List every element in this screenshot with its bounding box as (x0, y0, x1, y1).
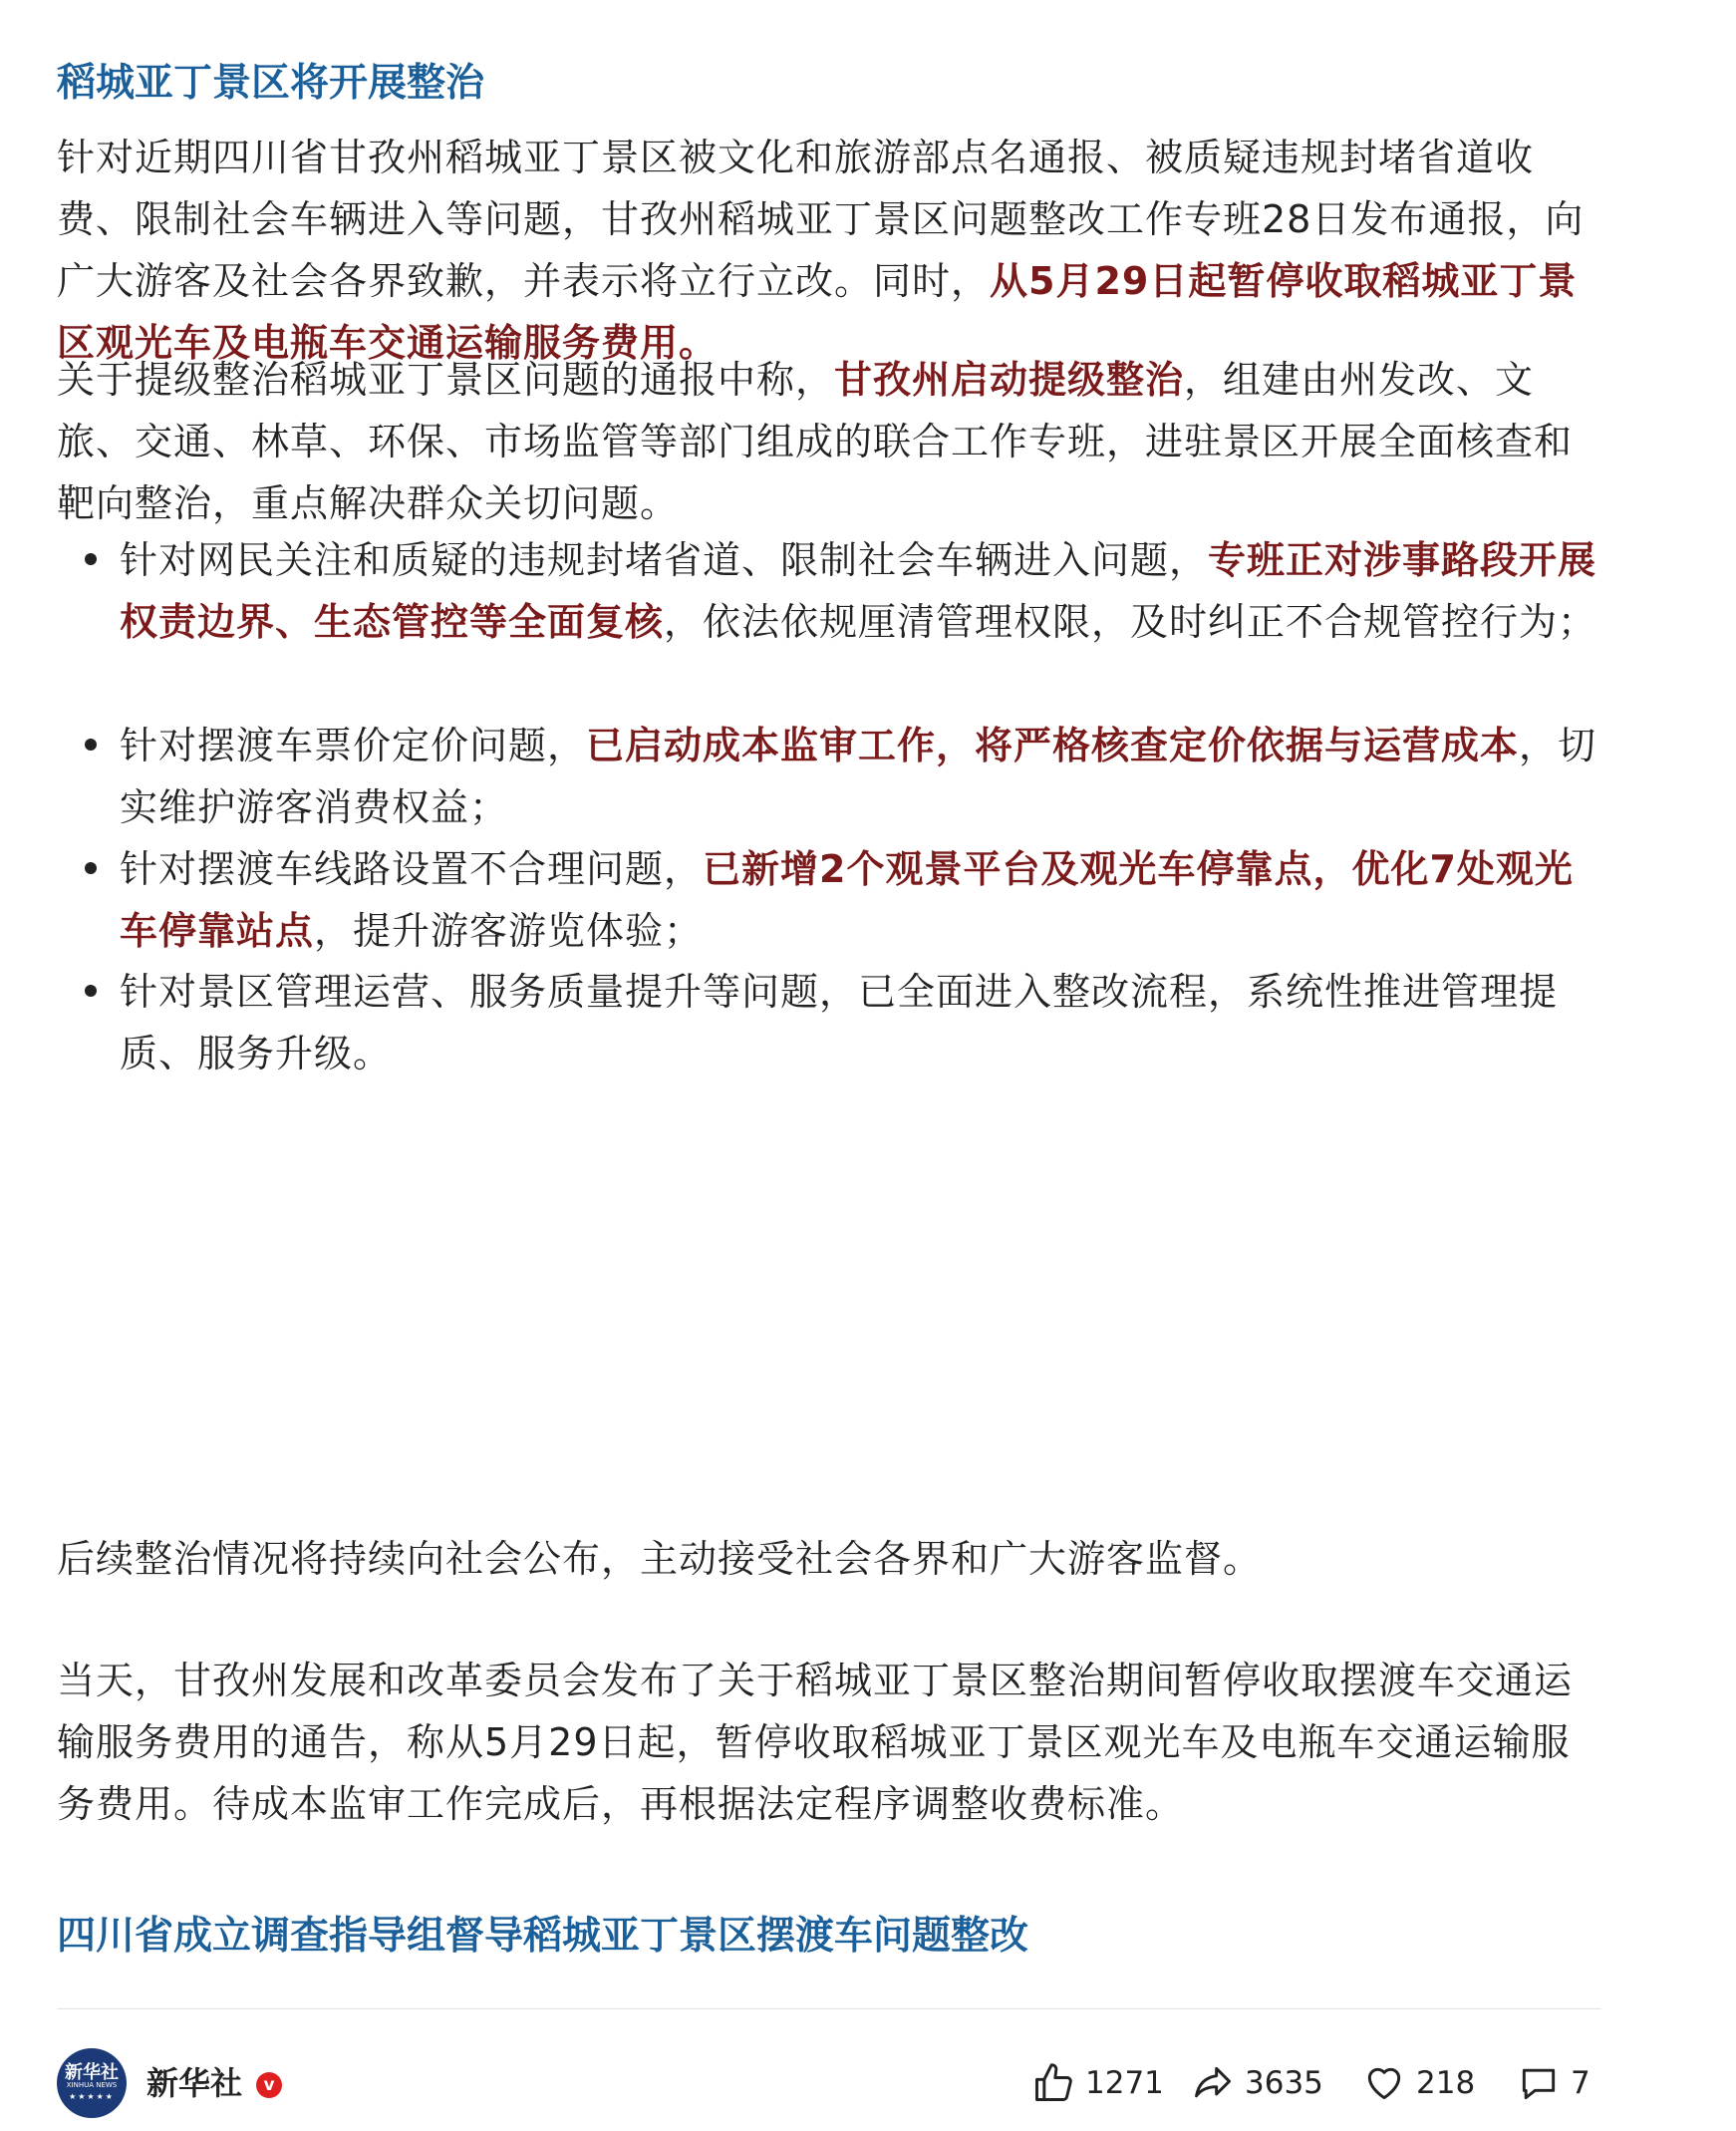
bullet-dot (85, 985, 97, 997)
paragraph-upgrade-post: ，组建由州发改、文旅、交通、林草、环保、市场监管等部门组成的联合工作专班，进驻景区开展全面核查和靶向整治，重点解决群众关切问题。 (57, 358, 1574, 525)
list-item-text (120, 715, 1601, 838)
section-heading-2: 四川省成立调查指导组督导稻城亚丁景区摆渡车问题整改 (57, 1914, 1029, 1959)
avatar[interactable] (57, 2048, 127, 2118)
list-item-highlight: 已启动成本监审工作，将严格核查定价依据与运营成本 (586, 724, 1520, 767)
share-icon (1191, 2061, 1235, 2105)
list-item-post: ，依法依规厘清管理权限，及时纠正不合规管控行为； (664, 600, 1597, 644)
article-footer (57, 2048, 1601, 2118)
paragraph-upgrade-pre: 关于提级整治稻城亚丁景区问题的通报中称， (57, 358, 835, 402)
list-item-post: ，切实维护游客消费权益； (120, 724, 1597, 829)
like-count: 1271 (1085, 2065, 1164, 2101)
avatar-logo-text: 新华社 (65, 2062, 119, 2083)
author-name[interactable]: 新华社 (146, 2064, 243, 2102)
highlight-fee-suspension: 从5月29日起暂停收取稻城亚丁景区观光车及电瓶车交通运输服务费用。 (57, 259, 1578, 365)
paragraph-upgrade (57, 349, 1601, 534)
share-count: 3635 (1245, 2065, 1323, 2101)
like-button[interactable] (1031, 2058, 1164, 2108)
list-item-pre: 针对摆渡车线路设置不合理问题， (120, 847, 704, 891)
highlight-upgrade: 甘孜州启动提级整治 (834, 358, 1185, 402)
thumbs-up-icon (1031, 2061, 1075, 2105)
footer-divider (57, 2008, 1601, 2009)
paragraph-followup: 后续整治情况将持续向社会公布，主动接受社会各界和广大游客监督。 (57, 1537, 1263, 1581)
share-button[interactable] (1191, 2058, 1323, 2108)
avatar-logo-sub: XINHUA NEWS (66, 2081, 118, 2089)
heart-icon (1362, 2061, 1406, 2105)
comment-icon (1517, 2061, 1561, 2105)
bullet-dot (85, 862, 97, 874)
list-item-text: 针对景区管理运营、服务质量提升等问题，已全面进入整改流程，系统性推进管理提质、服务升级。 (120, 970, 1559, 1075)
bullet-dot (85, 553, 97, 565)
list-item-highlight: 专班正对涉事路段开展权责边界、生态管控等全面复核 (120, 538, 1597, 644)
comment-button[interactable] (1517, 2058, 1591, 2108)
list-item-pre: 针对摆渡车票价定价问题， (120, 724, 587, 767)
paragraph-notice: 当天，甘孜州发展和改革委员会发布了关于稻城亚丁景区整治期间暂停收取摆渡车交通运输服务费用的通告，称从5月29日起，暂停收取稻城亚丁景区观光车及电瓶车交通运输服务费用。待成本监审工作完成后，再根据法定程序调整收费标准。 (57, 1659, 1574, 1826)
stars-icon: ★★★★★ (69, 2092, 115, 2101)
list-item-text (120, 529, 1601, 653)
paragraph-intro-text: 针对近期四川省甘孜州稻城亚丁景区被文化和旅游部点名通报、被质疑违规封堵省道收费、限制社会车辆进入等问题，甘孜州稻城亚丁景区问题整改工作专班28日发布通报，向广大游客及社会各界致歉，并表示将立行立改。同时， (57, 136, 1585, 303)
list-item-post: ，提升游客游览体验； (314, 909, 704, 953)
list-item-pre: 针对网民关注和质疑的违规封堵省道、限制社会车辆进入问题， (120, 538, 1209, 582)
verified-badge: v (256, 2072, 282, 2098)
paragraph-intro (57, 127, 1601, 374)
comment-count: 7 (1571, 2065, 1591, 2101)
section-heading-1: 稻城亚丁景区将开展整治 (57, 61, 485, 106)
list-item-highlight: 已新增2个观景平台及观光车停靠点，优化7处观光车停靠站点 (120, 847, 1574, 953)
favorite-count: 218 (1416, 2065, 1476, 2101)
favorite-button[interactable] (1362, 2058, 1475, 2108)
list-item-text (120, 838, 1601, 962)
bullet-dot (85, 739, 97, 751)
